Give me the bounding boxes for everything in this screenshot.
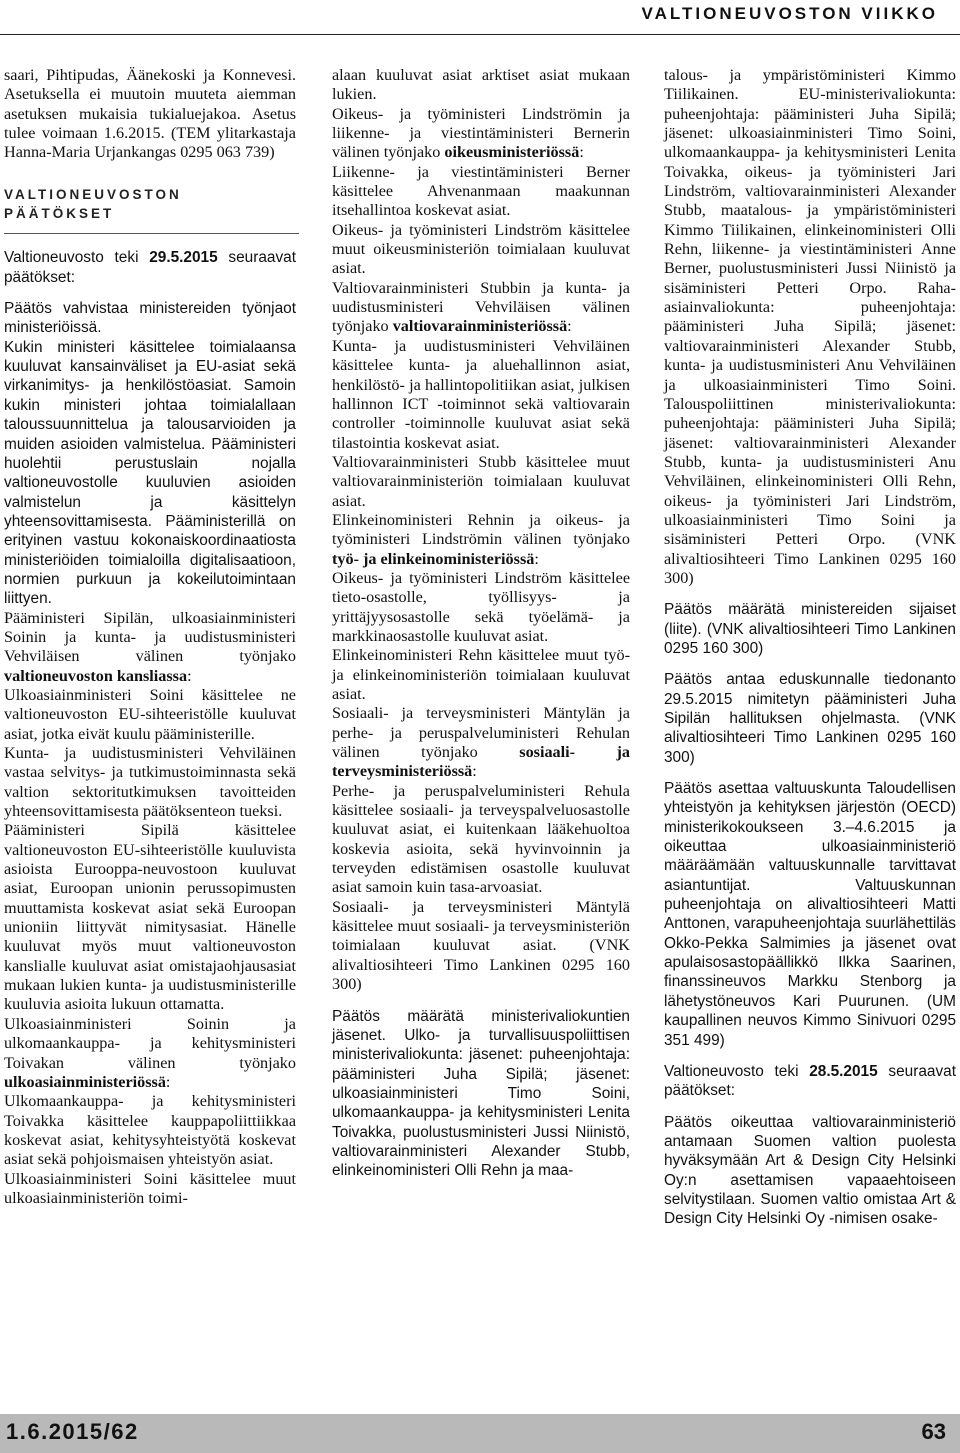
- ministry-name: valtiovarainministeriössä: [392, 317, 568, 336]
- intro-text: seuraavat päätökset:: [4, 249, 296, 286]
- decision-intro: [4, 248, 296, 287]
- ministry-name: sosiaali- ja terveysministeriössä: [332, 743, 630, 781]
- paragraph: Perhe- ja peruspalveluministeri Rehula käsittelee sosiaali- ja terveyspalveluosastolle kuuluvat asiat, ei kuitenkaan lääkehuoltoa koskevia asioita, sekä hyvinvoinnin ja terveyden edistämisen osastolle kuuluvat asiat samoin kuin tasa-arvoasiat.: [332, 781, 630, 897]
- paragraph: Oikeus- ja työministeri Lindström käsittelee muut oikeusministeriön toimialaan kuuluvat asiat.: [332, 220, 630, 278]
- text: Elinkeinoministeri Rehnin ja oikeus- ja työministeri Lindströmin välinen työnjako: [332, 510, 630, 549]
- page-header: [0, 0, 960, 35]
- decision-intro: [664, 1062, 956, 1101]
- ministry-name: työ- ja elinkeinoministeriössä: [332, 549, 535, 568]
- paragraph: Kukin ministeri käsittelee toimialaansa kuuluvat kansainväliset ja EU-asiat sekä virkanimitys- ja henkilöstöasiat. Samoin kukin ministeri johtaa toimialallaan taloussuunnittelua ja talousarvioiden ja muiden asioiden valmistelua. Pääministeri huolehtii perustuslain nojalla valtioneuvostolle kuuluvien asioiden valmistelun ja käsittelyn yhteensovittamisesta. Pääministerillä on erityinen vastuu kokonaiskoordinaatiosta ministeriöiden toimialoilla digitalisaatioon, normien purkuun ja kokeilutoimintaan liittyen.: [4, 338, 296, 608]
- decision-date: 29.5.2015: [149, 249, 218, 267]
- page-number: 63: [921, 1419, 946, 1444]
- decision-title: Päätös antaa eduskunnalle tiedonanto 29.5.2015 nimitetyn pääministeri Juha Sipilän hallituksen ohjelmasta. (VNK alivaltiosihteeri Timo Lankinen 0295 160 300): [664, 671, 956, 766]
- text: Ulkoasiainministeri Soinin ja ulkomaankauppa- ja kehitysministeri Toivakan välinen työnjako: [4, 1014, 296, 1072]
- paragraph: alaan kuuluvat asiat arktiset asiat mukaan lukien.: [332, 66, 630, 104]
- paragraph: saari, Pihtipudas, Äänekoski ja Konnevesi. Asetuksella ei muutoin muuteta aiemman asetuksen mukaisia tukialuejakoa. Asetus tulee voimaan 1.6.2015. (TEM ylitarkastaja Hanna-Maria Urjankangas 0295 063 739): [4, 66, 296, 162]
- paragraph: [332, 511, 630, 569]
- paragraph: Valtiovarainministeri Stubb käsittelee muut valtiovarainministeriön toimialaan kuuluvat asiat.: [332, 452, 630, 510]
- page-footer: [0, 1414, 960, 1453]
- text: :: [567, 317, 572, 336]
- paragraph: Oikeus- ja työministeri Lindström käsittelee tieto-osastolle, työllisyys- ja yrittäjyysosastolle sekä työelämä- ja markkinaosastolle kuuluvat asiat.: [332, 568, 630, 645]
- section-heading: VALTIONEUVOSTON PÄÄTÖKSET: [4, 186, 182, 222]
- paragraph: Kunta- ja uudistusministeri Vehviläinen vastaa selvitys- ja tutkimustoiminnasta sekä valtion sektoritutkimuksen tavoitteiden yhteensovittamisesta päätöksenteon tueksi.: [4, 744, 296, 821]
- text: :: [534, 549, 539, 568]
- paragraph: Liikenne- ja viestintäministeri Berner käsittelee Ahvenanmaan maakunnan itsehallintoa koskevat asiat.: [332, 162, 630, 220]
- text: :: [579, 143, 584, 162]
- decision-date: 28.5.2015: [809, 1062, 878, 1080]
- paragraph: [4, 609, 296, 686]
- paragraph: talous- ja ympäristöministeri Kimmo Tiilikainen. EU-ministerivaliokunta: puheenjohtaja: pääministeri Juha Sipilä; jäsenet: ulkoasiainministeri Timo Soini, ulkomaankauppa- ja kehitysministeri Lenita Toivakka, oikeus- ja työministeri Jari Lindström, valtiovarainministeri Alexander Stubb, maatalous- ja ympäristöministeri Kimmo Tiilikainen, elinkeinoministeri Olli Rehn, liikenne- ja viestintäministeri Anne Berner, puolustusministeri Jussi Niinistö ja sisäministeri Petteri Orpo. Raha-asiainvaliokunta: puheenjohtaja: pääministeri Juha Sipilä; jäsenet: valtiovarainministeri Alexander Stubb, kunta- ja uudistusministeri Anu Vehviläinen ja ulkoasiainministeri Timo Soini. Talouspoliittinen ministerivaliokunta: puheenjohtaja: pääministeri Juha Sipilä; jäsenet: valtiovarainministeri Alexander Stubb, kunta- ja uudistusministeri Anu Vehviläinen, elinkeinoministeri Olli Rehn, oikeus- ja työministeri Jari Lindström, ulkoasiainministeri Timo Soini ja sisäministeri Petteri Orpo. (VNK alivaltiosihteeri Timo Lankinen 0295 160 300): [664, 66, 956, 587]
- paragraph: [4, 1015, 296, 1092]
- ministry-name: ulkoasiainministeriössä: [4, 1072, 166, 1091]
- paragraph: Sosiaali- ja terveysministeri Mäntylä käsittelee muut sosiaali- ja terveysministeriön toimialaan kuuluvat asiat. (VNK alivaltiosihteeri Timo Lankinen 0295 160 300): [332, 897, 630, 994]
- text: Sosiaali- ja terveysministeri Mäntylän ja perhe- ja peruspalveluministeri Rehulan välinen työnjako: [332, 704, 630, 762]
- issue-number: 1.6.2015/62: [6, 1419, 139, 1444]
- paragraph: Pääministeri Sipilä käsittelee valtioneuvoston EU-sihteeristölle kuuluvista asioista Eurooppa-neuvostoon kuuluvat asiat, Euroopan unionin perussopimusten muuttamista koskevat asiat sekä Euroopan unioniin liittyvät nimitysasiat. Hänelle kuuluvat myös muut valtioneuvoston kanslialle kuuluvat asiat omistajaohjausasiat mukaan lukien kunta- ja uudistusministerille kuuluvia asioita lukuun ottamatta.: [4, 821, 296, 1014]
- paragraph: Elinkeinoministeri Rehn käsittelee muut työ- ja elinkeinoministeriön toimialaan kuuluvat asiat.: [332, 646, 630, 703]
- text: :: [472, 762, 477, 781]
- paragraph: [332, 279, 630, 337]
- text: Valtiovarainministeri Stubbin ja kunta- ja uudistusministeri Vehviläisen välinen työnjako: [332, 278, 630, 336]
- text: Oikeus- ja työministeri Lindströmin ja liikenne- ja viestintäministeri Bernerin välinen työnjako: [332, 104, 630, 162]
- ministry-name: oikeusministeriössä: [444, 143, 580, 162]
- column-2: [332, 66, 630, 1181]
- text: :: [165, 1072, 171, 1091]
- paragraph: Kunta- ja uudistusministeri Vehviläinen käsittelee kunta- ja aluehallinnon asiat, henkilöstö- ja hallintopolitiikan asiat, julkisen hallinnon ICT -toiminnot sekä valtiovarain controller -toiminnolle kuuluvat asiat sekä tilastointia koskevat asiat.: [332, 336, 630, 452]
- text: :: [187, 666, 192, 685]
- intro-text: Valtioneuvosto teki: [664, 1062, 810, 1080]
- column-1: [4, 66, 296, 1208]
- decision-title: Päätös vahvistaa ministereiden työnjaot ministeriöissä.: [4, 300, 296, 337]
- decision-title: Päätös oikeuttaa valtiovarainministeriö antamaan Suomen valtion puolesta hyväksymään Art & Design City Helsinki Oy:n asettamisen vapaaehtoiseen selvitystilaan. Suomen valtio omistaa Art & Design City Helsinki Oy -nimisen osake-: [664, 1113, 956, 1228]
- paragraph: [332, 105, 630, 163]
- ministry-name: valtioneuvoston kansliassa: [4, 666, 188, 685]
- publication-title: VALTIONEUVOSTON VIIKKO: [641, 4, 938, 23]
- intro-text: seuraavat päätökset:: [664, 1062, 956, 1100]
- paragraph: Ulkomaankauppa- ja kehitysministeri Toivakka käsittelee kauppapoliittiikkaa koskevat asiat, kehitysyhteistyötä koskevat asiat sekä pohjoismaisen yhteistyön asiat.: [4, 1092, 296, 1169]
- intro-text: Valtioneuvosto teki: [4, 249, 150, 267]
- text: Pääministeri Sipilän, ulkoasiainministeri Soinin ja kunta- ja uudistusministeri Vehviläisen välinen työnjako: [4, 608, 296, 666]
- decision-title: Päätös asettaa valtuuskunta Taloudellisen yhteistyön ja kehityksen järjestön (OECD) ministerikokoukseen 3.–4.6.2015 ja oikeuttaa ulkoasiainministeriö määräämään valtuuskunnalle tarvittavat asiantuntijat. Valtuuskunnan puheenjohtaja on alivaltiosihteeri Matti Anttonen, varapuheenjohtaja suurlähettiläs Okko-Pekka Salmimies ja jäsenet ovat apulaisosastopäällikkö Ilkka Saarinen, finanssineuvos Markku Stenborg ja lähetystöneuvos Kari Puurunen. (UM kaupallinen neuvos Kimmo Sinivuori 0295 351 499): [664, 780, 956, 1049]
- paragraph: Ulkoasiainministeri Soini käsittelee muut ulkoasiainministeriön toimi-: [4, 1169, 296, 1207]
- decision-title: Päätös määrätä ministerivaliokuntien jäsenet. Ulko- ja turvallisuuspoliittisen ministerivaliokunta: jäsenet: puheenjohtaja: pääministeri Juha Sipilä; jäsenet: ulkoasiainministeri Timo Soini, ulkomaankauppa- ja kehitysministeri Lenita Toivakka, puolustusministeri Jussi Niinistö, valtiovarainministeri Alexander Stubb, elinkeinoministeri Olli Rehn ja maa-: [332, 1007, 630, 1180]
- section-divider: [4, 233, 299, 234]
- paragraph: Ulkoasiainministeri Soini käsittelee ne valtioneuvoston EU-sihteeristölle kuuluvat asiat, jotka eivät kuulu pääministerille.: [4, 685, 296, 743]
- paragraph: [332, 704, 630, 781]
- column-3: [664, 66, 956, 1229]
- decision-title: Päätös määrätä ministereiden sijaiset (liite). (VNK alivaltiosihteeri Timo Lankinen 0295 160 300): [664, 601, 956, 657]
